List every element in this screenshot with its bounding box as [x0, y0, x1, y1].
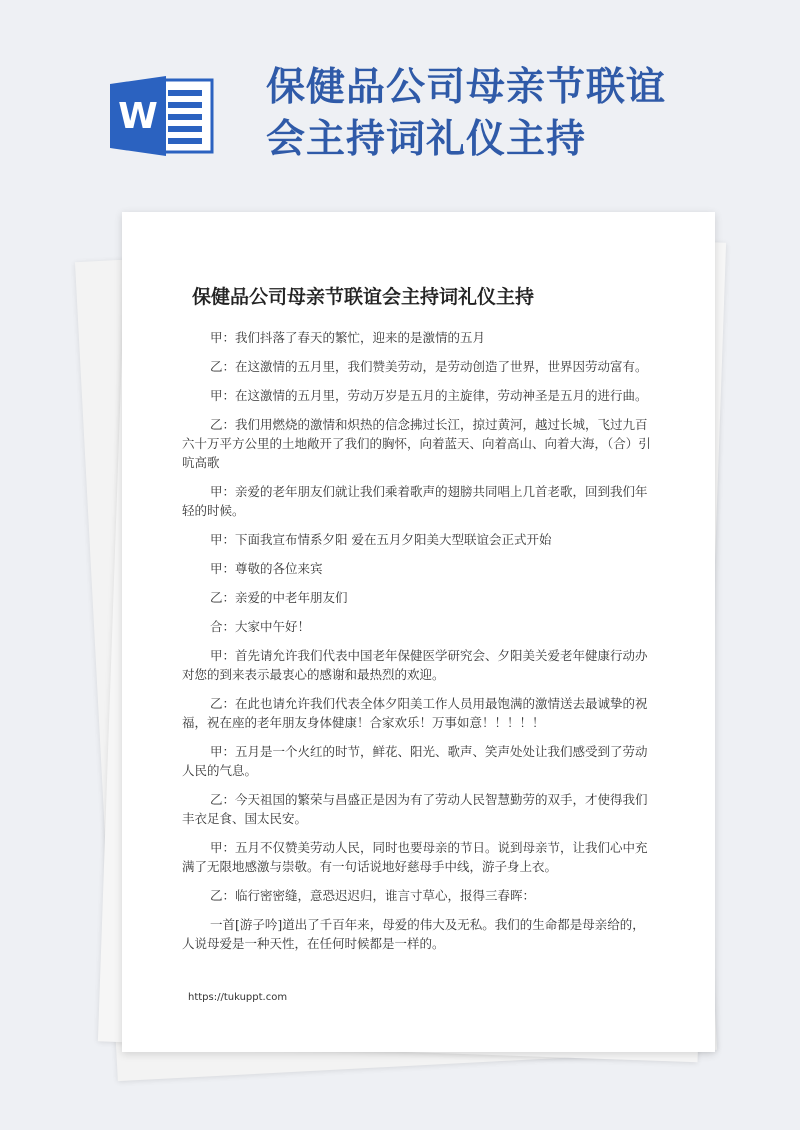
paragraph: 甲：首先请允许我们代表中国老年保健医学研究会、夕阳美关爱老年健康行动办对您的到来表示最衷心的感谢和最热烈的欢迎。 [182, 648, 648, 682]
paragraph: 乙：今天祖国的繁荣与昌盛正是因为有了劳动人民智慧勤劳的双手，才使得我们丰衣足食、国太民安。 [182, 792, 648, 826]
paragraph: 合：大家中午好！ [210, 619, 311, 634]
header-title-line-1: 保健品公司母亲节联谊 [266, 65, 667, 110]
paragraph: 甲：亲爱的老年朋友们就让我们乘着歌声的翅膀共同唱上几首老歌，回到我们年轻的时候。 [182, 484, 648, 518]
paragraph: 甲：尊敬的各位来宾 [210, 561, 323, 576]
paragraph: 甲：在这激情的五月里，劳动万岁是五月的主旋律，劳动神圣是五月的进行曲。 [210, 388, 648, 403]
paragraph: 甲：下面我宣布情系夕阳 爱在五月夕阳美大型联谊会正式开始 [210, 532, 552, 547]
paragraph: 乙：在这激情的五月里，我们赞美劳动，是劳动创造了世界，世界因劳动富有。 [210, 359, 648, 374]
paragraph: 乙：我们用燃烧的激情和炽热的信念拂过长江，掠过黄河，越过长城，飞过九百六十万平方公里的土地敞开了我们的胸怀，向着蓝天、向着高山、向着大海，（合）引吭高歌 [182, 417, 651, 470]
word-document-icon [110, 76, 214, 156]
paragraph: 一首[游子吟]道出了千百年来，母爱的伟大及无私。我们的生命都是母亲给的，人说母爱是一种天性，在任何时候都是一样的。 [182, 917, 645, 951]
document-body [182, 328, 652, 963]
paragraph: 乙：亲爱的中老年朋友们 [210, 590, 348, 605]
paragraph: 乙：临行密密缝，意恐迟迟归，谁言寸草心，报得三春晖： [210, 888, 536, 903]
paragraph: 甲：五月是一个火红的时节，鲜花、阳光、歌声、笑声处处让我们感受到了劳动人民的气息。 [182, 744, 648, 778]
paragraph: 甲：我们抖落了春天的繁忙，迎来的是激情的五月 [210, 330, 486, 345]
document-title: 保健品公司母亲节联谊会主持词礼仪主持 [192, 286, 535, 308]
document-page [122, 212, 715, 1052]
word-icon-letter: W [118, 96, 158, 137]
footer-url: https://tukuppt.com [188, 992, 288, 1003]
paragraph: 甲：五月不仅赞美劳动人民，同时也要母亲的节日。说到母亲节，让我们心中充满了无限地感激与崇敬。有一句话说地好慈母手中线，游子身上衣。 [182, 840, 648, 874]
header-title-line-2: 会主持词礼仪主持 [266, 117, 587, 162]
paragraph: 乙：在此也请允许我们代表全体夕阳美工作人员用最饱满的激情送去最诚挚的祝福，祝在座的老年朋友身体健康！合家欢乐！万事如意！！！！！ [182, 696, 648, 730]
header-title [266, 62, 786, 166]
